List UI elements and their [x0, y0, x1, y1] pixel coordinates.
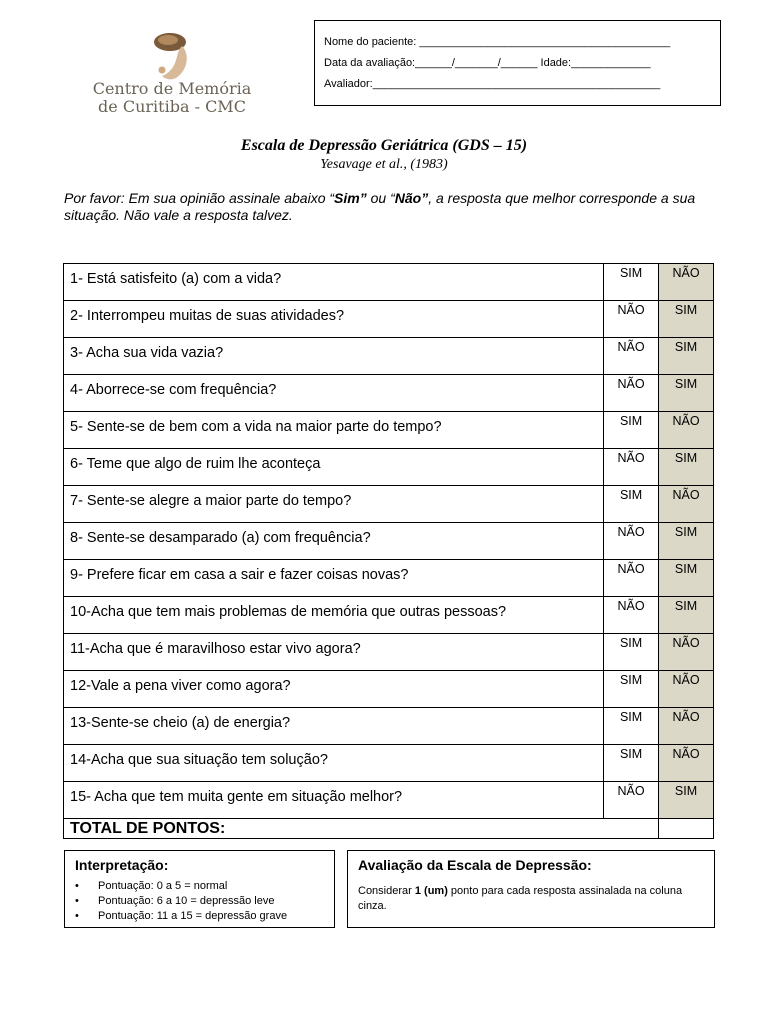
- evaluation-text-before: Considerar: [358, 885, 415, 897]
- answer-white-cell[interactable]: NÃO: [604, 338, 659, 375]
- question-text: 7- Sente-se alegre a maior parte do tempo?: [64, 486, 604, 523]
- question-text: 15- Acha que tem muita gente em situação melhor?: [64, 782, 604, 819]
- answer-gray-cell[interactable]: NÃO: [659, 412, 714, 449]
- interpretation-item: • Pontuação: 6 a 10 = depressão leve: [75, 894, 287, 909]
- question-text: 14-Acha que sua situação tem solução?: [64, 745, 604, 782]
- question-text: 10-Acha que tem mais problemas de memória que outras pessoas?: [64, 597, 604, 634]
- evaluation-text-after: ponto para cada resposta assinalada na coluna cinza.: [358, 885, 683, 912]
- answer-white-cell[interactable]: NÃO: [604, 449, 659, 486]
- page-subtitle: Yesavage et al., (1983): [320, 157, 448, 172]
- instructions-part-2: ou “: [366, 190, 395, 206]
- question-text: 4- Aborrece-se com frequência?: [64, 375, 604, 412]
- patient-name-field[interactable]: Nome do paciente: _________________________________________: [324, 36, 671, 48]
- instructions-sim: Sim”: [334, 190, 367, 206]
- answer-white-cell[interactable]: SIM: [604, 264, 659, 301]
- instructions-part-1: Por favor: Em sua opinião assinale abaixo “: [64, 190, 335, 206]
- question-row: [64, 375, 714, 412]
- evaluation-date-field[interactable]: Data da avaliação:______/_______/______ Idade:_____________: [324, 57, 651, 69]
- question-text: 9- Prefere ficar em casa a sair e fazer coisas novas?: [64, 560, 604, 597]
- question-row: [64, 412, 714, 449]
- answer-white-cell[interactable]: NÃO: [604, 523, 659, 560]
- interpretation-heading: Interpretação:: [75, 857, 169, 873]
- question-row: [64, 301, 714, 338]
- question-text: 5- Sente-se de bem com a vida na maior parte do tempo?: [64, 412, 604, 449]
- answer-gray-cell[interactable]: NÃO: [659, 264, 714, 301]
- question-row: [64, 449, 714, 486]
- instructions-part-3: , a resposta que melhor corresponde a sua situação. Não vale a resposta talvez.: [64, 190, 696, 223]
- question-row: [64, 708, 714, 745]
- interpretation-item: • Pontuação: 0 a 5 = normal: [75, 879, 287, 894]
- question-row: [64, 634, 714, 671]
- total-row: [64, 819, 714, 839]
- answer-white-cell[interactable]: NÃO: [604, 375, 659, 412]
- question-text: 3- Acha sua vida vazia?: [64, 338, 604, 375]
- question-row: [64, 523, 714, 560]
- patient-info-box: [314, 20, 721, 106]
- question-row: [64, 486, 714, 523]
- interpretation-item: • Pontuação: 11 a 15 = depressão grave: [75, 909, 287, 924]
- answer-gray-cell[interactable]: NÃO: [659, 671, 714, 708]
- answer-gray-cell[interactable]: SIM: [659, 338, 714, 375]
- answer-white-cell[interactable]: SIM: [604, 486, 659, 523]
- answer-gray-cell[interactable]: NÃO: [659, 745, 714, 782]
- answer-white-cell[interactable]: SIM: [604, 671, 659, 708]
- logo-line-1: Centro de Memória: [92, 79, 252, 98]
- evaluator-field[interactable]: Avaliador:_______________________________________________: [324, 78, 661, 90]
- answer-gray-cell[interactable]: SIM: [659, 782, 714, 819]
- answer-white-cell[interactable]: SIM: [604, 634, 659, 671]
- total-score-cell[interactable]: [659, 819, 714, 839]
- evaluation-text-bold: 1 (um): [414, 885, 448, 897]
- logo-line-2: de Curitiba - CMC: [98, 97, 246, 116]
- question-text: 1- Está satisfeito (a) com a vida?: [64, 264, 604, 301]
- answer-white-cell[interactable]: SIM: [604, 745, 659, 782]
- answer-white-cell[interactable]: NÃO: [604, 560, 659, 597]
- evaluation-heading: Avaliação da Escala de Depressão:: [358, 857, 592, 873]
- question-text: 12-Vale a pena viver como agora?: [64, 671, 604, 708]
- evaluation-text: [358, 884, 708, 914]
- question-row: [64, 264, 714, 301]
- head-profile-icon: [148, 30, 196, 82]
- answer-gray-cell[interactable]: NÃO: [659, 634, 714, 671]
- answer-white-cell[interactable]: NÃO: [604, 301, 659, 338]
- question-row: [64, 560, 714, 597]
- answer-gray-cell[interactable]: NÃO: [659, 486, 714, 523]
- evaluation-box: [347, 850, 715, 928]
- question-text: 13-Sente-se cheio (a) de energia?: [64, 708, 604, 745]
- interpretation-box: [64, 850, 335, 928]
- question-row: [64, 597, 714, 634]
- answer-white-cell[interactable]: NÃO: [604, 597, 659, 634]
- question-text: 2- Interrompeu muitas de suas atividades?: [64, 301, 604, 338]
- question-row: [64, 745, 714, 782]
- cmc-logo: [92, 28, 252, 118]
- answer-gray-cell[interactable]: SIM: [659, 560, 714, 597]
- answer-gray-cell[interactable]: SIM: [659, 523, 714, 560]
- answer-gray-cell[interactable]: NÃO: [659, 708, 714, 745]
- question-text: 11-Acha que é maravilhoso estar vivo agora?: [64, 634, 604, 671]
- question-text: 6- Teme que algo de ruim lhe aconteça: [64, 449, 604, 486]
- total-label: TOTAL DE PONTOS:: [64, 819, 659, 839]
- answer-gray-cell[interactable]: SIM: [659, 449, 714, 486]
- question-row: [64, 338, 714, 375]
- question-text: 8- Sente-se desamparado (a) com frequência?: [64, 523, 604, 560]
- answer-gray-cell[interactable]: SIM: [659, 375, 714, 412]
- answer-white-cell[interactable]: SIM: [604, 412, 659, 449]
- answer-white-cell[interactable]: SIM: [604, 708, 659, 745]
- answer-white-cell[interactable]: NÃO: [604, 782, 659, 819]
- answer-gray-cell[interactable]: SIM: [659, 597, 714, 634]
- interpretation-list: [75, 879, 287, 924]
- answer-gray-cell[interactable]: SIM: [659, 301, 714, 338]
- question-row: [64, 782, 714, 819]
- instructions: [64, 190, 724, 224]
- question-row: [64, 671, 714, 708]
- instructions-nao: Não”: [394, 190, 429, 206]
- page-title: Escala de Depressão Geriátrica (GDS – 15): [240, 137, 528, 154]
- questions-table: [63, 263, 714, 839]
